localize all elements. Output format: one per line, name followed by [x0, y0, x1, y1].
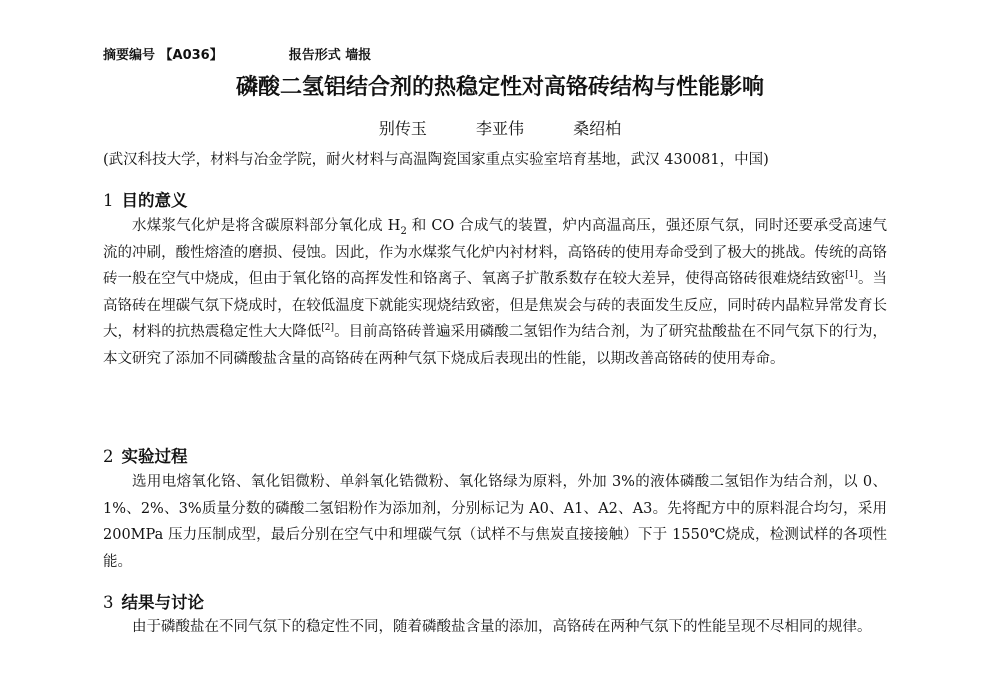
section-paragraph: 选用电熔氧化铬、氧化铝微粉、单斜氧化锆微粉、氧化铬绿为原料，外加 3%的液体磷酸二氢铝作为结合剂，以 0、1%、2%、3%质量分数的磷酸二氢铝粉作为添加剂，分别标记为 A0、A1、A2、A3。先将配方中的原料混合均匀，采用 200MPa 压力压制成型，最后分别在空气中和埋碳气氛（试样不与焦炭直接接触）下于 1550℃烧成，检测试样的各项性能。	[103, 474, 887, 570]
citation-ref: [2]	[321, 323, 335, 334]
section-heading	[103, 443, 188, 467]
author: 李亚伟	[475, 119, 524, 138]
section-heading	[103, 187, 188, 211]
paper-title: 磷酸二氢铝结合剂的热稳定性对高铬砖结构与性能影响	[235, 75, 764, 100]
abstract-number: 摘要编号 【A036】	[103, 48, 223, 63]
section-number: 2	[103, 447, 114, 466]
section-paragraph: 由于磷酸盐在不同气氛下的稳定性不同，随着磷酸盐含量的添加，高铬砖在两种气氛下的性能呈现不尽相同的规律。	[132, 619, 872, 635]
header-meta	[103, 44, 371, 63]
author-list	[0, 116, 1000, 139]
section-title: 结果与讨论	[121, 593, 204, 612]
text-run: 水煤浆气化炉是将含碳原料部分氧化成 H	[132, 218, 401, 234]
subscript: 2	[400, 225, 407, 237]
text-run: 。目前高铬砖普遍采用磷酸二氢铝作为结合剂，为了研究盐酸盐在不同气氛下的行为，本文研究了添加不同磷酸盐含量的高铬砖在两种气氛下烧成后表现出的性能，以期改善高铬砖的使用寿命。	[103, 324, 887, 367]
text-run: 和 CO 合成气的装置，炉内高温高压，强还原气氛，同时还要承受高速气流的冲刷，酸性熔渣的磨损、侵蚀。因此，作为水煤浆气化炉内衬材料，高铬砖的使用寿命受到了极大的挑战。传统的高铬砖一般在空气中烧成，但由于氧化铬的高挥发性和铬离子、氧离子扩散系数存在较大差异，使得高铬砖很难烧结致密	[103, 218, 887, 288]
text-run: 。当高铬砖在埋碳气氛下烧成时，在较低温度下就能实现烧结致密，但是焦炭会与砖的表面发生反应，同时砖内晶粒异常发育长大，材料的抗热震稳定性大大降低	[103, 271, 888, 341]
section-title: 目的意义	[121, 191, 188, 210]
section-heading	[103, 589, 204, 613]
section-paragraph	[103, 213, 887, 373]
author: 别传玉	[378, 119, 427, 138]
author: 桑绍柏	[573, 119, 622, 138]
section-title: 实验过程	[121, 447, 188, 466]
section-number: 1	[103, 191, 114, 210]
citation-ref: [1]	[845, 270, 858, 281]
report-form: 报告形式 墙报	[288, 48, 372, 63]
affiliation: (武汉科技大学，材料与冶金学院，耐火材料与高温陶瓷国家重点实验室培育基地，武汉 430081，中国)	[103, 152, 769, 168]
section-number: 3	[103, 593, 114, 612]
